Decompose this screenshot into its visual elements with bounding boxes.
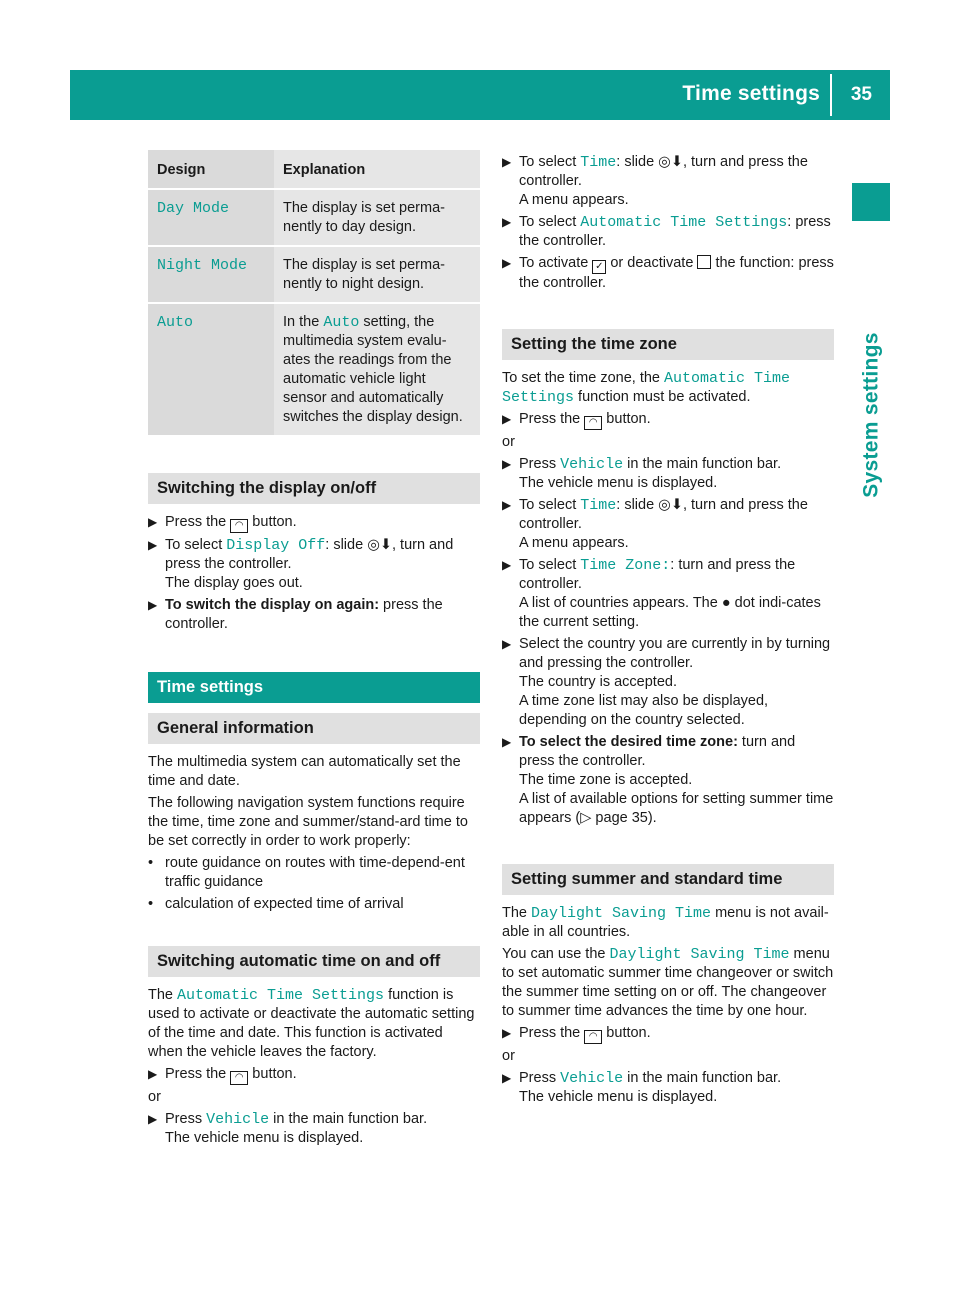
arrow-icon: ▶ [502,1071,512,1085]
left-column [148,150,480,1148]
checkbox-empty-icon [697,255,711,269]
or-text: or [502,1048,515,1064]
car-button-icon: ◠ [584,1030,602,1044]
paragraph: The Automatic Time Settings function is used to activate or deactivate the automatic setting of the time and date. This function is activated when the vehicle leaves the factory. [148,987,475,1060]
arrow-icon: ▶ [502,412,512,426]
section-heading-time-settings: Time settings [148,672,480,703]
paragraph: To set the time zone, the Automatic Time Settings function must be activated. [502,370,791,406]
step-item: ▶ Press the ◠ button. [148,1066,297,1083]
step-item: ▶ To select Time: slide ◎⬇, turn and press the controller. A menu appears. [502,154,808,208]
car-button-icon: ◠ [230,1071,248,1085]
list-item: • calculation of expected time of arrival [148,896,404,912]
step-item: ▶ To select the desired time zone: turn and press the controller. The time zone is accepted. A list of available options for setting summer time appears (▷ page 35). [502,734,834,826]
table-row [148,189,480,246]
header-bar [70,70,890,120]
arrow-icon: ▶ [502,1026,512,1040]
step-item: ▶ To select Time: slide ◎⬇, turn and press the controller. A menu appears. [502,497,808,551]
paragraph: The Daylight Saving Time menu is not avail-able in all countries. [502,905,829,940]
step-item: ▶ To switch the display on again: press the controller. [148,597,443,632]
step-item: ▶ Press the ◠ button. [502,1025,651,1042]
arrow-icon: ▶ [502,256,512,270]
design-code: Day Mode [157,200,230,217]
table-header-design: Design [148,150,274,189]
arrow-icon: ▶ [502,637,512,651]
section-heading-general: General information [148,713,480,744]
arrow-icon: ▶ [502,155,512,169]
page-title: Time settings [682,82,820,105]
step-item: ▶ Press the ◠ button. [148,514,297,531]
or-text: or [148,1089,161,1105]
paragraph: The multimedia system can automatically set the time and date. [148,754,461,789]
table-header-explanation: Explanation [274,150,480,189]
section-heading-auto-time: Switching automatic time on and off [148,946,480,977]
step-item: ▶ Select the country you are currently in by turning and pressing the controller. The country is accepted. A time zone list may also be displayed, depending on the country selected. [502,636,831,728]
arrow-icon: ▶ [148,1067,158,1081]
design-code: Night Mode [157,257,248,274]
arrow-icon: ▶ [148,598,158,612]
arrow-icon: ▶ [502,498,512,512]
section-heading-summer-time: Setting summer and standard time [502,864,834,895]
bullet-icon: • [148,855,154,871]
arrow-icon: ▶ [502,457,512,471]
step-item: ▶ Press Vehicle in the main function bar. The vehicle menu is displayed. [148,1111,428,1146]
table-row [148,246,480,303]
design-table [148,150,480,437]
step-item: ▶ To select Display Off: slide ◎⬇, turn and press the controller. The display goes out. [148,537,454,591]
step-item: ▶ Press Vehicle in the main function bar. The vehicle menu is displayed. [502,456,782,491]
page-number: 35 [850,84,872,105]
explanation-cell: The display is set perma-nently to day design. [274,189,480,246]
step-item: ▶ Press Vehicle in the main function bar. The vehicle menu is displayed. [502,1070,782,1105]
list-item: • route guidance on routes with time-depend-ent traffic guidance [148,855,465,890]
checkbox-checked-icon: ✓ [592,260,606,274]
arrow-icon: ▶ [148,1112,158,1126]
step-item: ▶ To select Time Zone:: turn and press the controller. A list of countries appears. The ● dot indi-cates the current setting. [502,557,821,630]
arrow-icon: ▶ [502,558,512,572]
explanation-cell: In the Auto setting, the multimedia system evalu-ates the readings from the automatic vehicle light sensor and automatically switches the display design. [274,303,480,436]
table-row [148,303,480,436]
explanation-cell: The display is set perma-nently to night design. [274,246,480,303]
bullet-icon: • [148,896,154,912]
step-item: ▶ To activate ✓ or deactivate the function: press the controller. [502,255,834,291]
arrow-icon: ▶ [148,515,158,529]
header-separator [830,74,832,116]
right-column [502,150,834,1107]
section-heading-time-zone: Setting the time zone [502,329,834,360]
arrow-icon: ▶ [502,215,512,229]
arrow-icon: ▶ [148,538,158,552]
step-item: ▶ Press the ◠ button. [502,411,651,428]
section-heading-display: Switching the display on/off [148,473,480,504]
car-button-icon: ◠ [230,519,248,533]
step-item: ▶ To select Automatic Time Settings: press the controller. [502,214,831,249]
side-chapter-label: System settings [859,332,883,498]
design-code: Auto [157,314,194,331]
car-button-icon: ◠ [584,416,602,430]
paragraph: You can use the Daylight Saving Time menu to set automatic summer time changeover or switch the summer time setting on or off. The changeover to summer time advances the time by one hour. [502,946,834,1019]
paragraph: The following navigation system functions require the time, time zone and summer/stand-ard time to be set correctly in order to work properly: [148,795,468,849]
arrow-icon: ▶ [502,735,512,749]
side-tab-marker [852,183,890,221]
or-text: or [502,434,515,450]
